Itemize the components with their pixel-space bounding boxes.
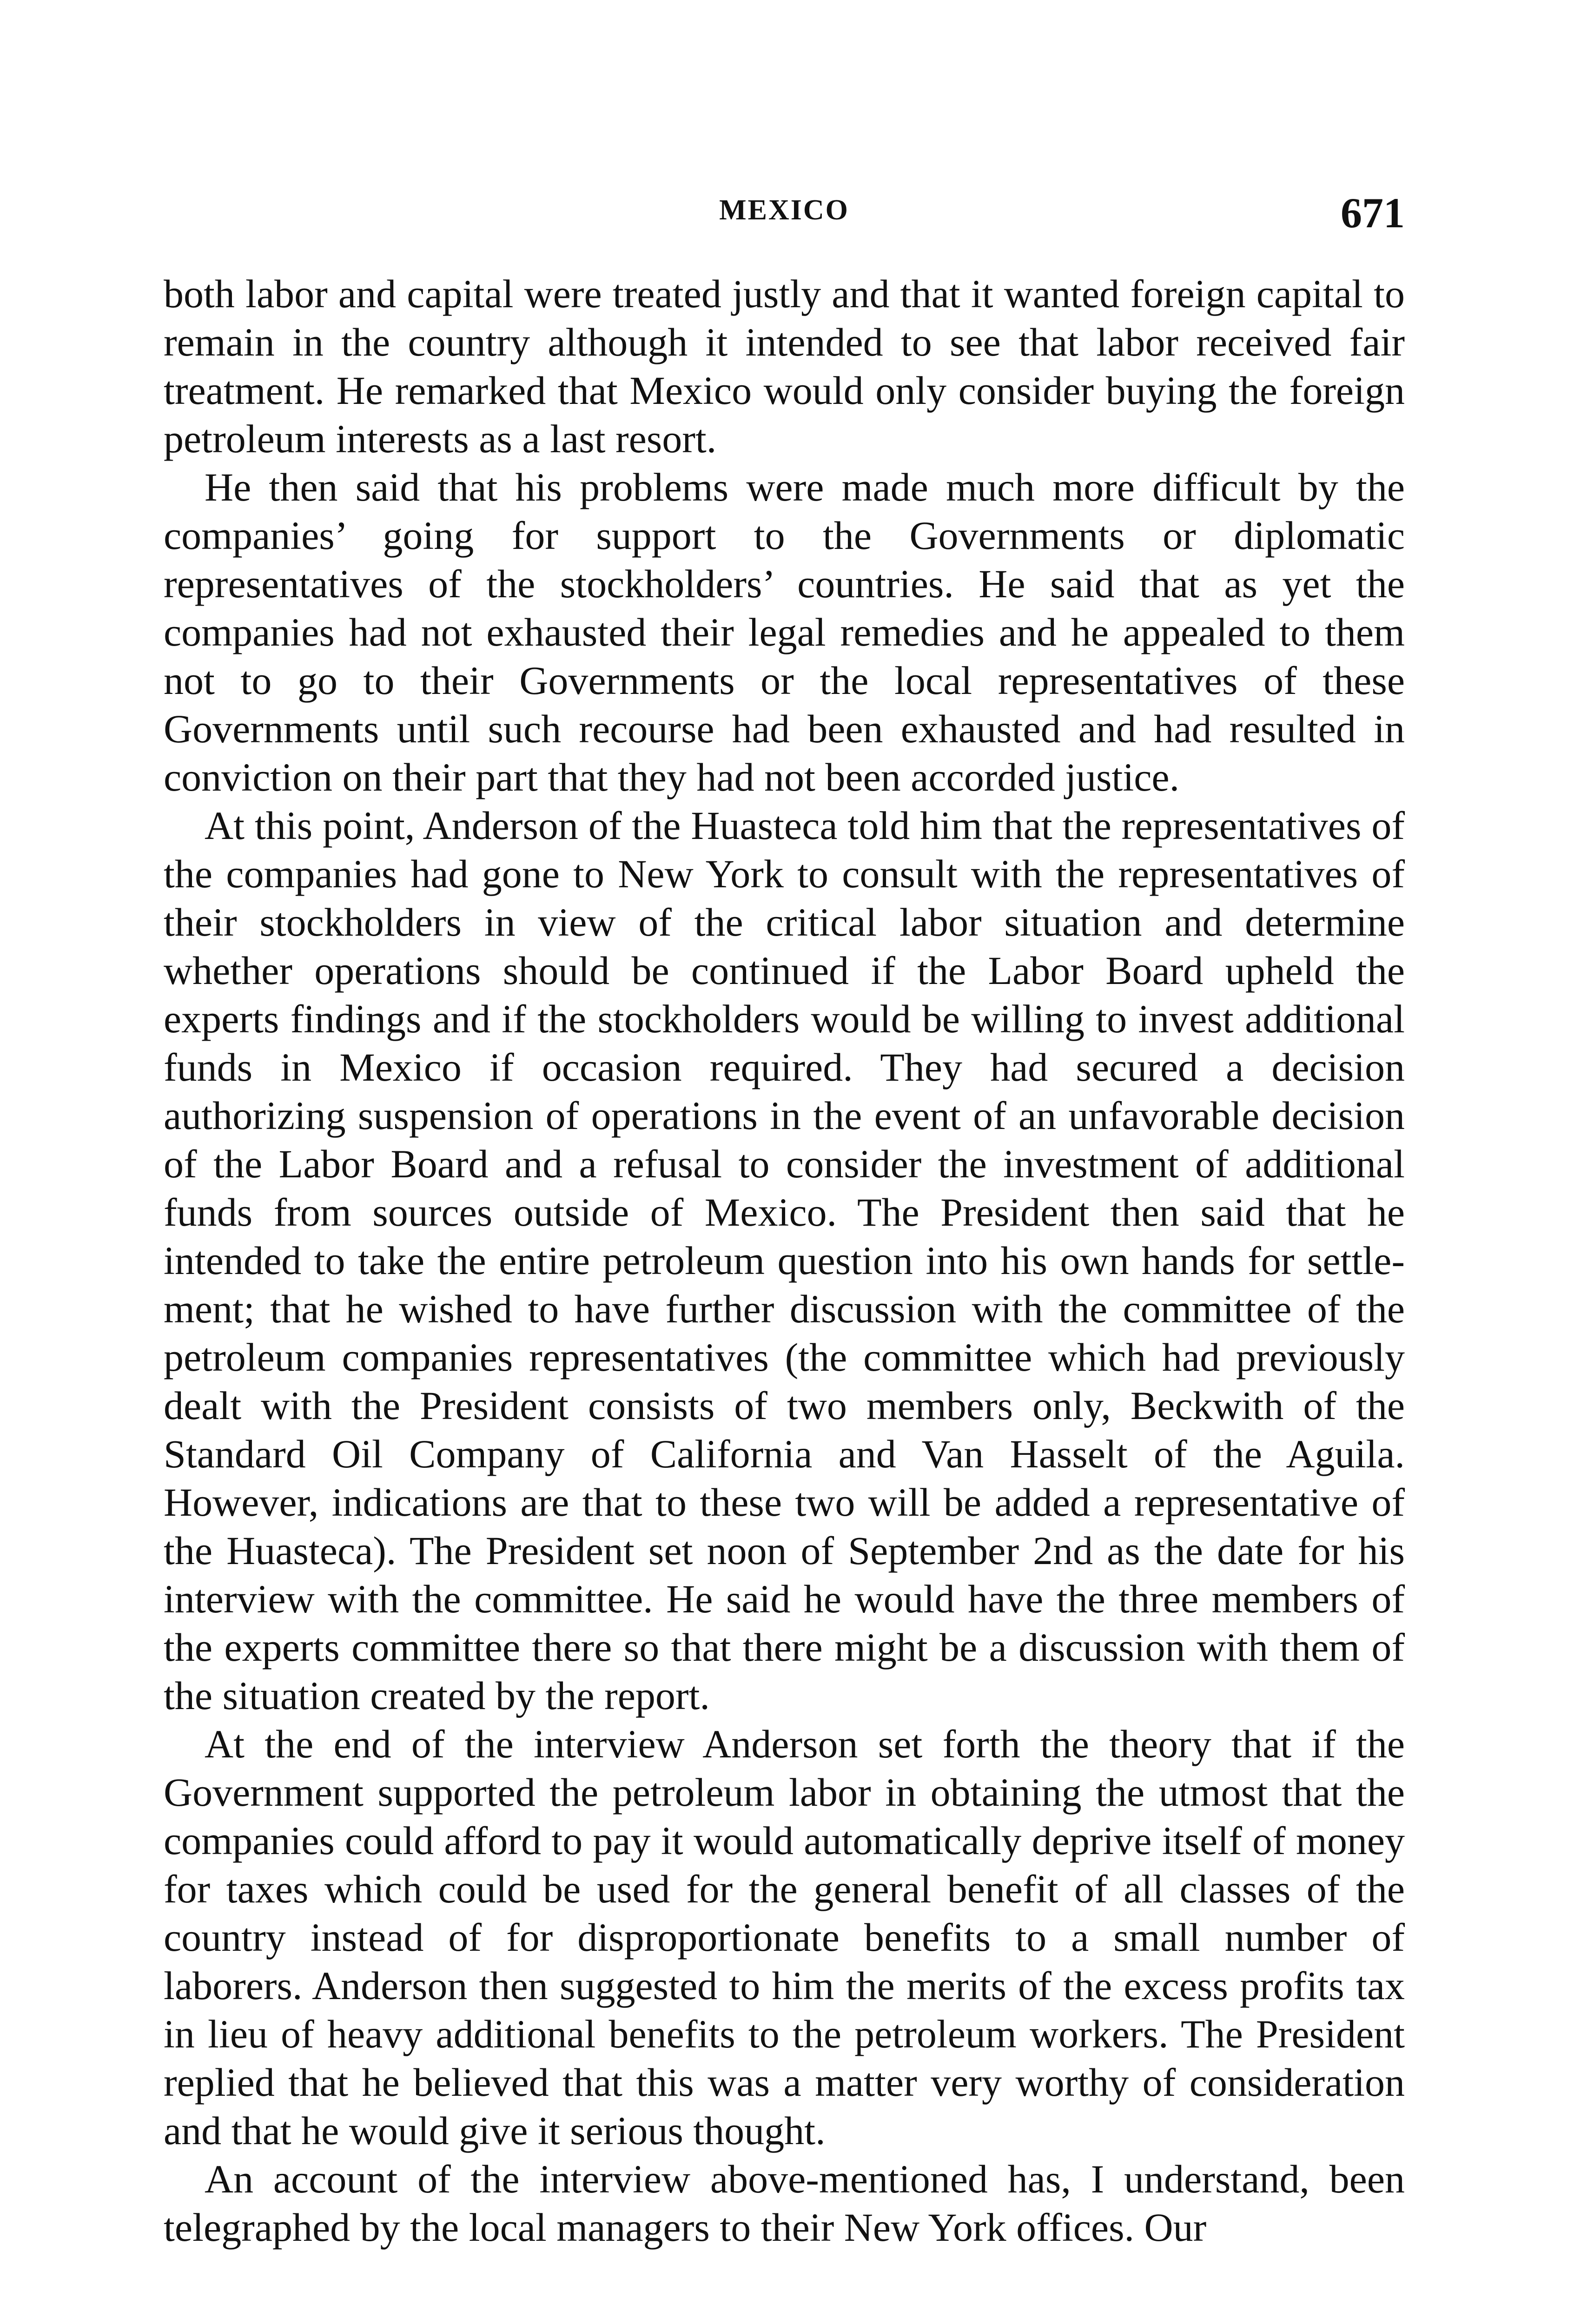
paragraph: An account of the interview above-mentioned has, I understand, been telegraphed by the local managers to their New York offices. Our bbox=[164, 2157, 1405, 2250]
running-title: MEXICO bbox=[719, 194, 849, 226]
running-head bbox=[164, 188, 1405, 239]
paragraph: At the end of the interview Anderson set forth the theory that if the Government supported the petroleum labor in obtaining the utmost that the companies could afford to pay it would automatically deprive itself of money for taxes which could be used for the general benefit of all classes of the country instead of for disproportionate benefits to a small number of laborers. Anderson then suggested to him the merits of the excess profits tax in lieu of heavy additional benefits to the petroleum workers. The President replied that he believed that this was a matter very worthy of consideration and that he would give it serious thought. bbox=[164, 1722, 1405, 2153]
paragraph: He then said that his problems were made much more difficult by the companies’ going for support to the Governments or diplomatic representatives of the stockholders’ countries. He said that as yet the companies had not exhausted their legal remedies and he appealed to them not to go to their Governments or the local representatives of these Governments until such recourse had been exhausted and had resulted in conviction on their part that they had not been accorded justice. bbox=[164, 465, 1405, 799]
paragraph: At this point, Anderson of the Huasteca told him that the representatives of the companies had gone to New York to consult with the representatives of their stockholders in view of the critical labor situation and determine whether operations should be continued if the Labor Board upheld the experts findings and if the stockholders would be willing to invest additional funds in Mexico if occasion required. They had secured a decision authorizing suspension of operations in the event of an unfavorable decision of the Labor Board and a refusal to consider the investment of additional funds from sources outside of Mexico. The President then said that he intended to take the entire petroleum question into his own hands for settlement; that he wished to have further discussion with the committee of the petroleum companies representatives (the committee which had previously dealt with the President consists of two members only, Beckwith of the Standard Oil Company of California and Van Hasselt of the Aguila. However, indications are that to these two will be added a representative of the Huasteca). The President set noon of September 2nd as the date for his interview with the committee. He said he would have the three members of the experts committee there so that there might be a discussion with them of the situation created by the report. bbox=[164, 803, 1405, 1718]
page-number: 671 bbox=[1341, 189, 1405, 237]
body-text bbox=[164, 270, 1405, 2251]
document-page bbox=[164, 0, 1405, 2324]
paragraph-continued: both labor and capital were treated justly and that it wanted foreign capital to remain in the country although it intended to see that labor received fair treatment. He remarked that Mexico would only consider buying the foreign petroleum interests as a last resort. bbox=[164, 271, 1405, 461]
